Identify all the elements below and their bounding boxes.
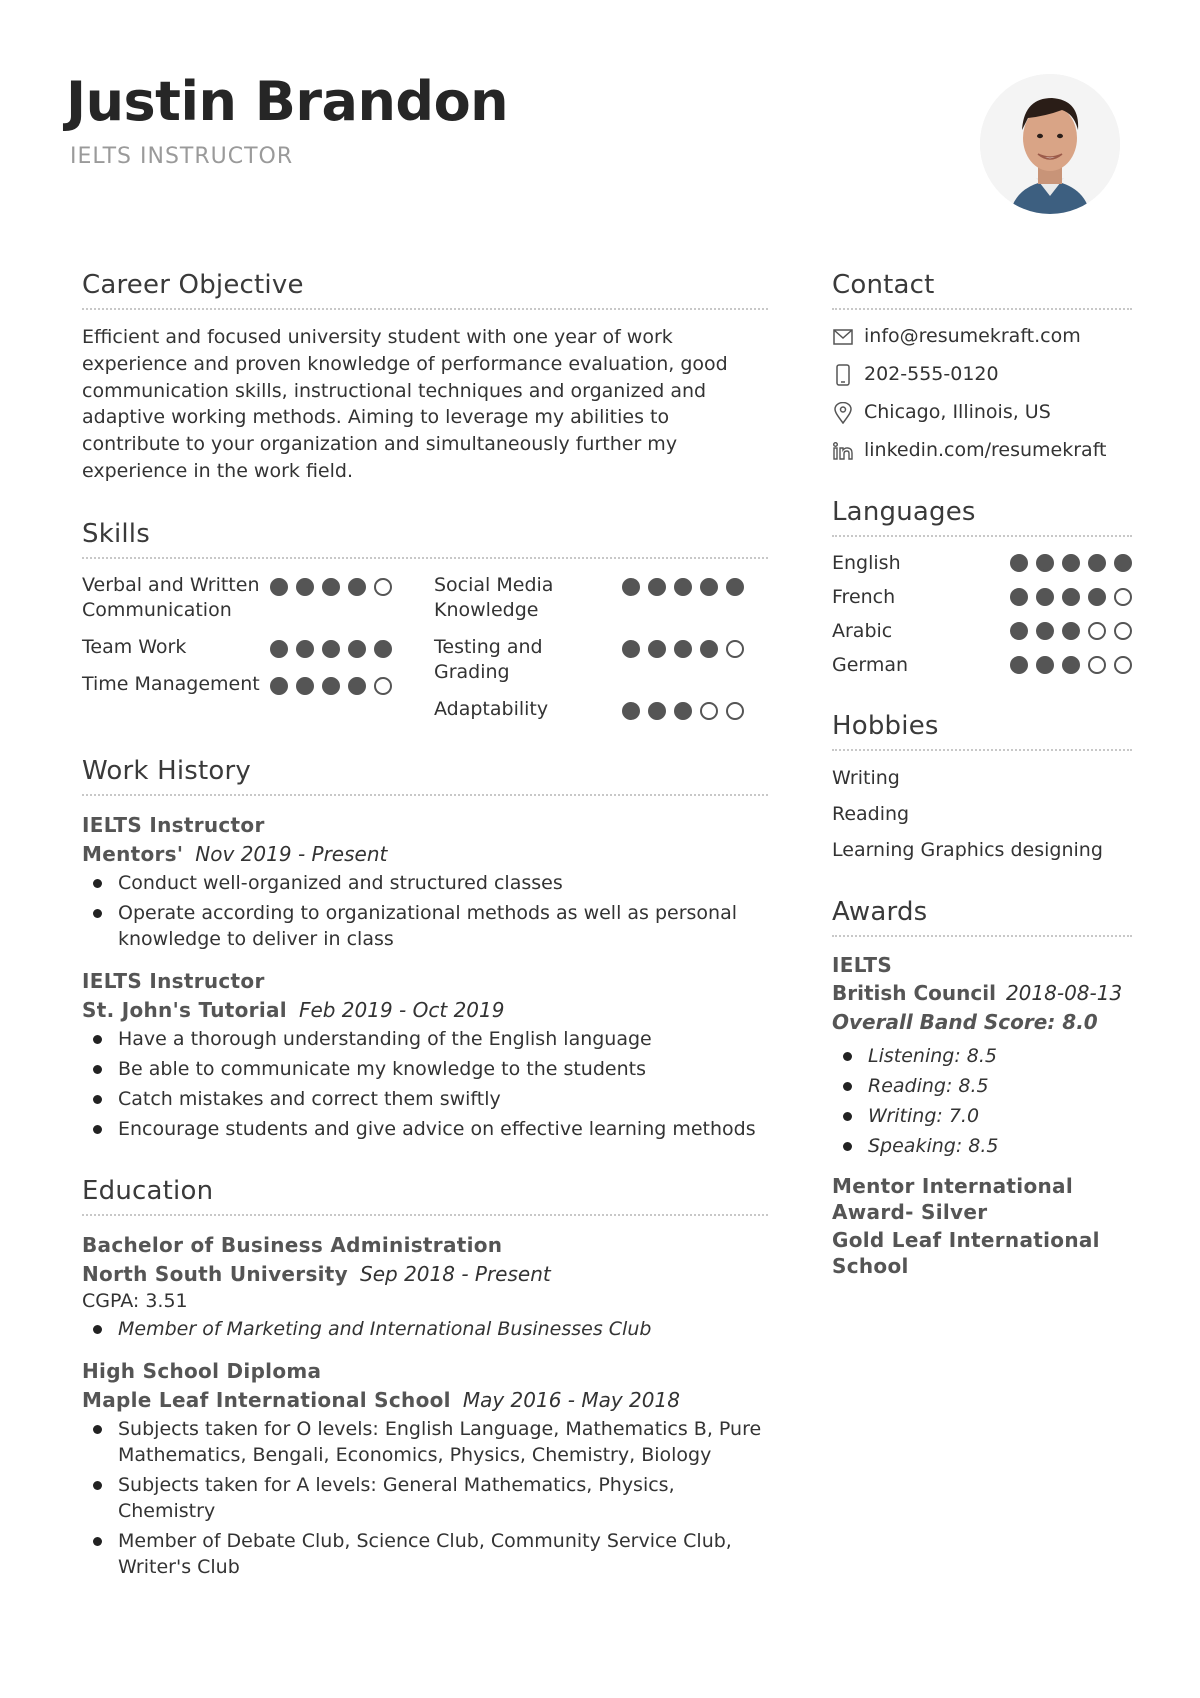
school-name: North South University — [82, 1261, 349, 1286]
empty-dot — [1088, 656, 1106, 674]
objective-text: Efficient and focused university student with one year of work experience and proven knowledge of performance evaluation, good communication skills, instructional techniques and organized and adaptive working methods. Aiming to leverage my abilities to contribute to your organization and simultaneously further my experience in the work field. — [82, 326, 728, 482]
section-title: Education — [82, 1176, 768, 1216]
filled-dot — [270, 677, 288, 695]
candidate-role: IELTS INSTRUCTOR — [70, 144, 294, 169]
education-list — [82, 1230, 768, 1580]
work-history-section — [82, 756, 768, 1142]
rating-dots — [1010, 554, 1132, 572]
empty-dot — [1114, 622, 1132, 640]
filled-dot — [270, 578, 288, 596]
job-employer-line — [82, 996, 768, 1024]
contact-section — [832, 270, 1132, 463]
hobby-item: Reading — [832, 803, 910, 825]
filled-dot — [322, 640, 340, 658]
contact-location — [832, 400, 1132, 425]
profile-photo — [980, 74, 1120, 214]
job-entry — [82, 966, 768, 1142]
empty-dot — [374, 677, 392, 695]
contact-phone[interactable] — [832, 362, 1132, 387]
filled-dot — [1010, 554, 1028, 572]
bullet-item: Subjects taken for A levels: General Mathematics, Physics, Chemistry — [82, 1472, 768, 1524]
empty-dot — [726, 702, 744, 720]
rating-dots — [1010, 622, 1132, 640]
degree-title: Bachelor of Business Administration — [82, 1232, 503, 1257]
skill-item — [82, 635, 392, 660]
rating-dots — [270, 573, 392, 596]
filled-dot — [296, 640, 314, 658]
skills-grid — [82, 573, 768, 722]
mobile-phone-icon — [832, 364, 854, 386]
filled-dot — [374, 640, 392, 658]
language-name: French — [832, 586, 896, 608]
skill-name: Adaptability — [434, 697, 549, 720]
language-name: English — [832, 552, 901, 574]
language-item — [832, 653, 1132, 677]
degree-title: High School Diploma — [82, 1358, 322, 1383]
section-title: Contact — [832, 270, 1132, 310]
skill-item — [434, 635, 744, 685]
language-item — [832, 585, 1132, 609]
rating-dots — [622, 697, 744, 720]
awards-section — [832, 897, 1132, 1279]
award-item: Gold Leaf International School — [832, 1228, 1100, 1278]
linkedin-icon — [832, 440, 854, 462]
filled-dot — [1088, 554, 1106, 572]
rating-dots — [622, 635, 744, 658]
contact-linkedin-text: linkedin.com/resumekraft — [864, 439, 1107, 461]
job-employer: St. John's Tutorial — [82, 997, 287, 1022]
section-title: Languages — [832, 497, 1132, 537]
section-title: Awards — [832, 897, 1132, 937]
filled-dot — [674, 578, 692, 596]
skill-name: Social Media Knowledge — [434, 573, 554, 621]
language-item — [832, 551, 1132, 575]
filled-dot — [296, 578, 314, 596]
other-awards — [832, 1173, 1132, 1279]
filled-dot — [1062, 622, 1080, 640]
candidate-name: Justin Brandon — [66, 70, 509, 133]
education-note: CGPA: 3.51 — [82, 1289, 188, 1312]
skill-item — [82, 573, 392, 623]
hobbies-section — [832, 711, 1132, 863]
empty-dot — [726, 640, 744, 658]
envelope-icon — [832, 326, 854, 348]
skill-item — [434, 697, 744, 722]
filled-dot — [1062, 588, 1080, 606]
contact-email[interactable] — [832, 324, 1132, 349]
rating-dots — [270, 635, 392, 658]
rating-dots — [1010, 588, 1132, 606]
filled-dot — [648, 640, 666, 658]
filled-dot — [726, 578, 744, 596]
map-pin-icon — [832, 402, 854, 424]
education-entry — [82, 1356, 768, 1580]
education-entry — [82, 1230, 768, 1342]
filled-dot — [1036, 554, 1054, 572]
bullet-item: Member of Marketing and International Businesses Club — [82, 1316, 768, 1342]
filled-dot — [622, 578, 640, 596]
skill-name: Time Management — [82, 672, 260, 695]
job-employer-line — [82, 840, 768, 868]
right-column — [832, 270, 1132, 1313]
job-employer: Mentors' — [82, 841, 184, 866]
skill-name: Verbal and Written Communication — [82, 573, 260, 621]
bullet-item: Conduct well-organized and structured classes — [82, 870, 768, 896]
filled-dot — [322, 677, 340, 695]
job-entry — [82, 810, 768, 952]
contact-location-text: Chicago, Illinois, US — [864, 401, 1051, 423]
job-dates: Nov 2019 - Present — [195, 841, 388, 866]
award-score-item: Reading: 8.5 — [832, 1073, 1132, 1099]
rating-dots — [1010, 656, 1132, 674]
filled-dot — [1036, 588, 1054, 606]
job-title: IELTS Instructor — [82, 968, 265, 993]
rating-dots — [622, 573, 744, 596]
filled-dot — [1036, 656, 1054, 674]
career-objective-section — [82, 270, 768, 485]
languages-section — [832, 497, 1132, 677]
contact-email-text: info@resumekraft.com — [864, 325, 1081, 347]
section-title: Career Objective — [82, 270, 768, 310]
bullet-item: Be able to communicate my knowledge to the students — [82, 1056, 768, 1082]
award-score-item: Speaking: 8.5 — [832, 1133, 1132, 1159]
left-column — [82, 270, 768, 1614]
skills-section — [82, 519, 768, 722]
empty-dot — [374, 578, 392, 596]
school-name: Maple Leaf International School — [82, 1387, 451, 1412]
job-dates: Feb 2019 - Oct 2019 — [298, 997, 505, 1022]
award-issuer-line — [832, 979, 1132, 1007]
filled-dot — [674, 640, 692, 658]
bullet-item: Catch mistakes and correct them swiftly — [82, 1086, 768, 1112]
award-score-list — [832, 1043, 1132, 1159]
school-line — [82, 1260, 768, 1288]
hobby-item: Writing — [832, 767, 900, 789]
award-title: IELTS — [832, 953, 893, 977]
filled-dot — [622, 640, 640, 658]
language-list — [832, 551, 1132, 677]
filled-dot — [296, 677, 314, 695]
filled-dot — [622, 702, 640, 720]
empty-dot — [700, 702, 718, 720]
skill-item — [434, 573, 744, 623]
filled-dot — [1062, 554, 1080, 572]
contact-linkedin[interactable] — [832, 438, 1132, 463]
education-dates: Sep 2018 - Present — [360, 1261, 551, 1286]
contact-phone-text: 202-555-0120 — [864, 363, 999, 385]
filled-dot — [1010, 588, 1028, 606]
filled-dot — [1036, 622, 1054, 640]
award-date: 2018-08-13 — [1005, 981, 1123, 1005]
filled-dot — [1088, 588, 1106, 606]
language-name: German — [832, 654, 909, 676]
filled-dot — [322, 578, 340, 596]
bullet-list — [82, 1316, 768, 1342]
filled-dot — [1062, 656, 1080, 674]
section-title: Work History — [82, 756, 768, 796]
award-score: Overall Band Score: 8.0 — [832, 1010, 1098, 1034]
bullet-item: Member of Debate Club, Science Club, Community Service Club, Writer's Club — [82, 1528, 768, 1580]
bullet-list — [82, 1416, 768, 1580]
filled-dot — [1010, 656, 1028, 674]
skill-name: Testing and Grading — [434, 635, 543, 683]
school-line — [82, 1386, 768, 1414]
filled-dot — [648, 578, 666, 596]
section-title: Hobbies — [832, 711, 1132, 751]
bullet-item: Have a thorough understanding of the English language — [82, 1026, 768, 1052]
education-dates: May 2016 - May 2018 — [462, 1387, 680, 1412]
job-list — [82, 810, 768, 1142]
filled-dot — [348, 677, 366, 695]
language-item — [832, 619, 1132, 643]
education-section — [82, 1176, 768, 1580]
bullet-item: Operate according to organizational methods as well as personal knowledge to deliver in class — [82, 900, 768, 952]
filled-dot — [348, 640, 366, 658]
skills-column-right — [434, 573, 744, 722]
filled-dot — [700, 640, 718, 658]
hobby-item: Learning Graphics designing — [832, 839, 1103, 861]
bullet-list — [82, 1026, 768, 1142]
job-title: IELTS Instructor — [82, 812, 265, 837]
award-score-item: Writing: 7.0 — [832, 1103, 1132, 1129]
bullet-list — [82, 870, 768, 952]
hobby-list — [832, 765, 1132, 863]
bullet-item: Encourage students and give advice on effective learning methods — [82, 1116, 768, 1142]
filled-dot — [700, 578, 718, 596]
empty-dot — [1088, 622, 1106, 640]
bullet-item: Subjects taken for O levels: English Language, Mathematics B, Pure Mathematics, Bengali, Economics, Physics, Chemistry, Biology — [82, 1416, 768, 1468]
filled-dot — [348, 578, 366, 596]
language-name: Arabic — [832, 620, 893, 642]
filled-dot — [1114, 554, 1132, 572]
award-item: Mentor International Award- Silver — [832, 1174, 1073, 1224]
skill-item — [82, 672, 392, 697]
section-title: Skills — [82, 519, 768, 559]
skill-name: Team Work — [82, 635, 187, 658]
filled-dot — [270, 640, 288, 658]
empty-dot — [1114, 656, 1132, 674]
award-score-item: Listening: 8.5 — [832, 1043, 1132, 1069]
filled-dot — [648, 702, 666, 720]
rating-dots — [270, 672, 392, 695]
skills-column-left — [82, 573, 392, 722]
empty-dot — [1114, 588, 1132, 606]
filled-dot — [674, 702, 692, 720]
filled-dot — [1010, 622, 1028, 640]
award-issuer: British Council — [832, 981, 996, 1005]
